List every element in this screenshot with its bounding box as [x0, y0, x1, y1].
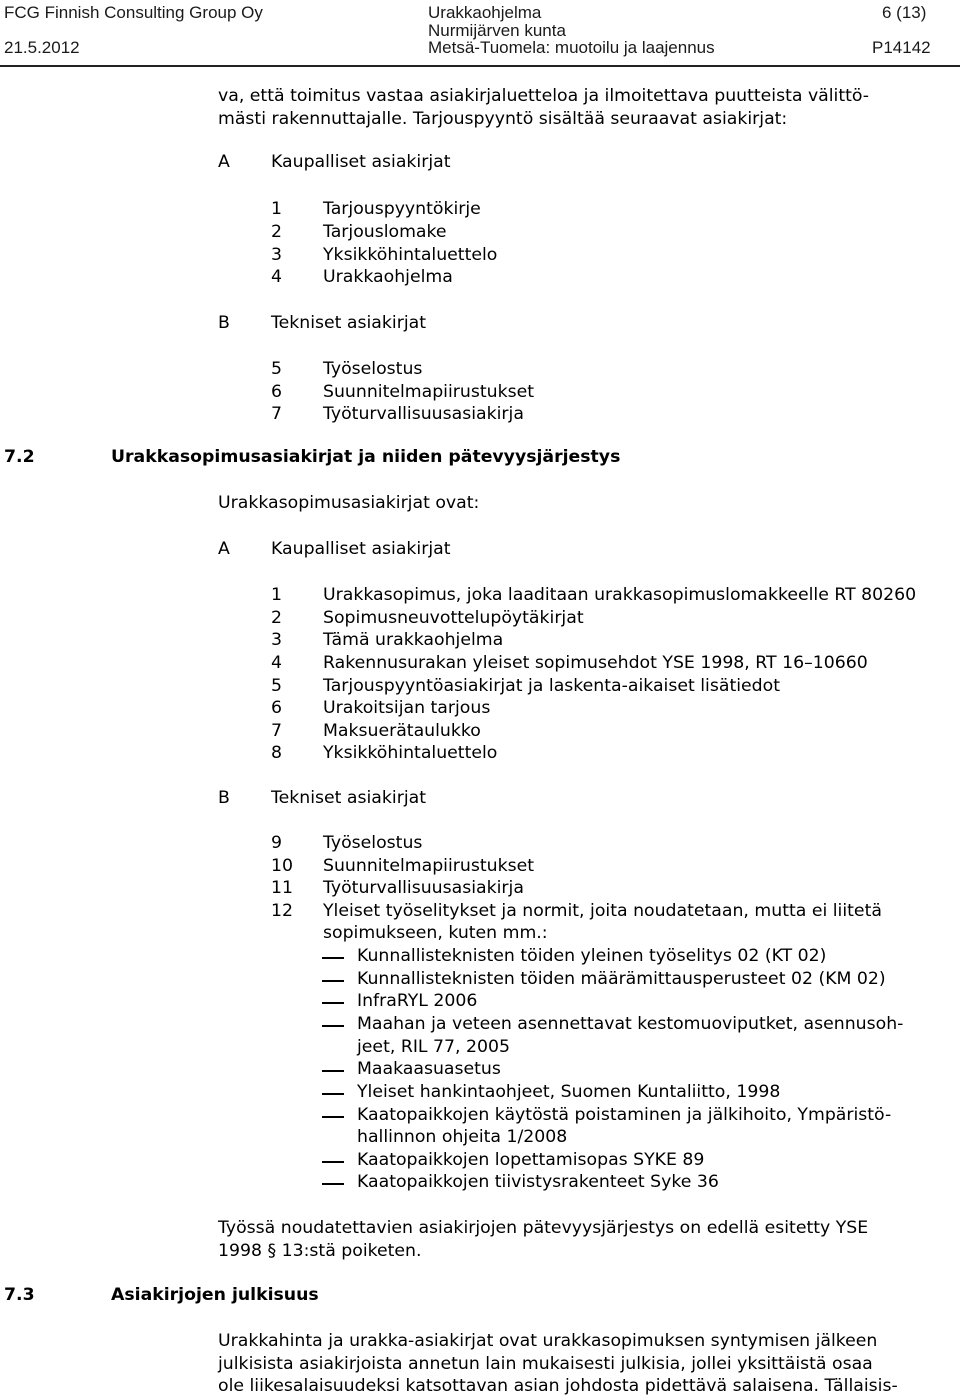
list1-group-b-title: Tekniset asiakirjat — [271, 313, 426, 333]
s72-group-a-letter: A — [218, 539, 230, 559]
list-item-number: 4 — [271, 267, 282, 287]
list-item: Työturvallisuusasiakirja — [323, 878, 524, 898]
list-item-number: 3 — [271, 245, 282, 265]
intro-line-1: va, että toimitus vastaa asiakirjaluetteloa ja ilmoitettava puutteista välittö- — [218, 86, 870, 106]
sub-list-item: InfraRYL 2006 — [357, 991, 478, 1011]
page-header — [0, 0, 960, 64]
dash-bullet-icon — [322, 980, 344, 982]
list-item-number: 9 — [271, 833, 282, 853]
dash-bullet-icon — [322, 1116, 344, 1118]
dash-bullet-icon — [322, 1183, 344, 1185]
list-item-number: 11 — [271, 878, 293, 898]
intro-line-2: mästi rakennuttajalle. Tarjouspyyntö sisältää seuraavat asiakirjat: — [218, 109, 788, 129]
dash-bullet-icon — [322, 1002, 344, 1004]
header-divider — [0, 65, 960, 67]
list1-group-a-letter: A — [218, 152, 230, 172]
section-7-3-number: 7.3 — [4, 1285, 35, 1305]
list-item: Rakennusurakan yleiset sopimusehdot YSE 1998, RT 16–10660 — [323, 653, 868, 673]
project-name: Metsä-Tuomela: muotoilu ja laajennus — [428, 38, 715, 57]
list-item-number: 8 — [271, 743, 282, 763]
sub-list-item: Kaatopaikkojen käytöstä poistaminen ja jälkihoito, Ympäristö- — [357, 1105, 892, 1125]
dash-bullet-icon — [322, 1161, 344, 1163]
list-item: Tarjouspyyntöasiakirjat ja laskenta-aikaiset lisätiedot — [323, 676, 780, 696]
list-item-number: 10 — [271, 856, 293, 876]
list-item-number: 1 — [271, 199, 282, 219]
list-item: Yksikköhintaluettelo — [323, 743, 498, 763]
company-name: FCG Finnish Consulting Group Oy — [4, 3, 263, 22]
dash-bullet-icon — [322, 1093, 344, 1095]
sub-list-item: Maakaasuasetus — [357, 1059, 501, 1079]
list-item-number: 7 — [271, 404, 282, 424]
list-item-number: 12 — [271, 901, 293, 921]
list-item-number: 2 — [271, 222, 282, 242]
list-item: Sopimusneuvottelupöytäkirjat — [323, 608, 584, 628]
list-item-number: 7 — [271, 721, 282, 741]
list-item: Maksuerätaulukko — [323, 721, 481, 741]
sub-list-item: Maahan ja veteen asennettavat kestomuoviputket, asennusoh- — [357, 1014, 904, 1034]
page-number: 6 (13) — [882, 3, 927, 22]
list-item-number: 1 — [271, 585, 282, 605]
list-item-continuation: sopimukseen, kuten mm.: — [323, 923, 548, 943]
list-item: Työturvallisuusasiakirja — [323, 404, 524, 424]
list-item-number: 5 — [271, 359, 282, 379]
section-7-2-lead: Urakkasopimusasiakirjat ovat: — [218, 493, 480, 513]
list-item: Tämä urakkaohjelma — [323, 630, 504, 650]
sub-list-item-continuation: hallinnon ohjeita 1/2008 — [357, 1127, 568, 1147]
section-7-2-number: 7.2 — [4, 447, 35, 467]
list-item: Työselostus — [323, 833, 423, 853]
document-type: Urakkaohjelma — [428, 3, 542, 22]
list-item: Yksikköhintaluettelo — [323, 245, 498, 265]
project-code: P14142 — [872, 38, 931, 57]
dash-bullet-icon — [322, 1025, 344, 1027]
client-name: Nurmijärven kunta — [428, 21, 566, 40]
list1-group-a-title: Kaupalliset asiakirjat — [271, 152, 451, 172]
section-7-3-title: Asiakirjojen julkisuus — [111, 1285, 319, 1305]
list-item-number: 4 — [271, 653, 282, 673]
dash-bullet-icon — [322, 957, 344, 959]
s72-group-b-letter: B — [218, 788, 230, 808]
list-item-number: 3 — [271, 630, 282, 650]
sub-list-item: Kaatopaikkojen lopettamisopas SYKE 89 — [357, 1150, 705, 1170]
section-7-3-line-2: julkisista asiakirjoista annetun lain mukaisesti julkisia, jollei yksittäistä osaa — [218, 1354, 873, 1374]
closing-line-2: 1998 § 13:stä poiketen. — [218, 1241, 422, 1261]
list-item: Urakoitsijan tarjous — [323, 698, 491, 718]
dash-bullet-icon — [322, 1070, 344, 1072]
list-item-number: 5 — [271, 676, 282, 696]
list1-group-b-letter: B — [218, 313, 230, 333]
list-item: Työselostus — [323, 359, 423, 379]
section-7-3-line-1: Urakkahinta ja urakka-asiakirjat ovat urakkasopimuksen syntymisen jälkeen — [218, 1331, 878, 1351]
section-7-2-title: Urakkasopimusasiakirjat ja niiden pätevyysjärjestys — [111, 447, 621, 467]
list-item: Tarjouspyyntökirje — [323, 199, 481, 219]
closing-line-1: Työssä noudatettavien asiakirjojen pätevyysjärjestys on edellä esitetty YSE — [218, 1218, 869, 1238]
sub-list-item-continuation: jeet, RIL 77, 2005 — [357, 1037, 511, 1057]
list-item: Urakkasopimus, joka laaditaan urakkasopimuslomakkeelle RT 80260 — [323, 585, 917, 605]
sub-list-item: Yleiset hankintaohjeet, Suomen Kuntaliitto, 1998 — [357, 1082, 781, 1102]
header-date: 21.5.2012 — [4, 38, 80, 57]
sub-list-item: Kunnallisteknisten töiden yleinen työselitys 02 (KT 02) — [357, 946, 827, 966]
list-item: Yleiset työselitykset ja normit, joita noudatetaan, mutta ei liitetä — [323, 901, 882, 921]
list-item: Suunnitelmapiirustukset — [323, 382, 534, 402]
list-item-number: 2 — [271, 608, 282, 628]
list-item-number: 6 — [271, 382, 282, 402]
list-item: Tarjouslomake — [323, 222, 447, 242]
sub-list-item: Kaatopaikkojen tiivistysrakenteet Syke 36 — [357, 1172, 719, 1192]
s72-group-b-title: Tekniset asiakirjat — [271, 788, 426, 808]
list-item-number: 6 — [271, 698, 282, 718]
section-7-3-line-3: ole liikesalaisuudeksi katsottavan asian johdosta pidettävä salaisena. Tällaisis- — [218, 1376, 898, 1396]
s72-group-a-title: Kaupalliset asiakirjat — [271, 539, 451, 559]
sub-list-item: Kunnallisteknisten töiden määrämittausperusteet 02 (KM 02) — [357, 969, 886, 989]
list-item: Suunnitelmapiirustukset — [323, 856, 534, 876]
list-item: Urakkaohjelma — [323, 267, 453, 287]
